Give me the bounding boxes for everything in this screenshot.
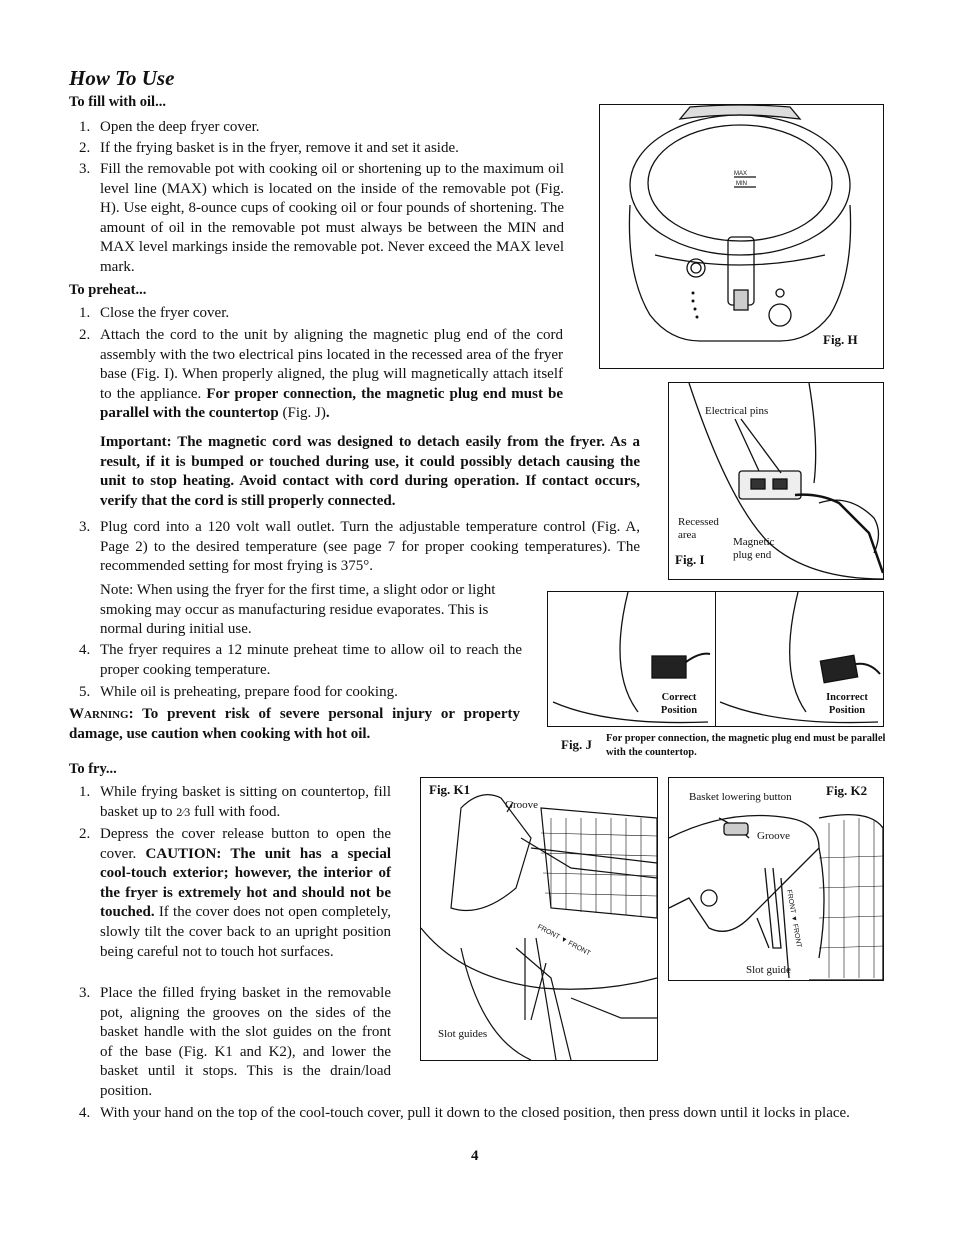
basket-handle-illustration: [669, 778, 883, 980]
k2-front-mark: FRONT ▼ FRONT: [785, 889, 803, 949]
preheat-step-2: 2. Attach the cord to the unit by aligning the magnetic plug end of the cord assembly with the two electrical pins located in the recessed area of the fryer base (Fig. I). When properly aligned, the plug will magnetically attach itself to the appliance. For proper connection, the magnetic plug end must be parallel with the countertop (Fig. J).: [79, 327, 563, 422]
figure-i: [668, 382, 884, 580]
page-title: How To Use: [69, 66, 175, 90]
max-mark: MAX: [734, 171, 748, 177]
fig-j-label: Fig. J: [561, 737, 593, 752]
fig-j-caption: For proper connection, the magnetic plug end must be parallel with the countertop.: [606, 733, 886, 758]
correct-position-label: Correct Position: [660, 692, 698, 716]
fig-k1-label: Fig. K1: [429, 782, 471, 797]
page-number: 4: [471, 1148, 479, 1164]
manual-page: How To Use To fill with oil... 1. Open the deep fryer cover. 2. If the frying basket is in the fryer, remove it and set it aside. 3. Fill the removable pot with cooking oil or shortening up to the maximum oil level line (MAX) which is located on the inside of the removable pot (Fig. H). Use eight, 8-ounce cups of cooking oil or four pounds of shortening. The amount of oil in the removable pot must always be between the MIN and MAX level markings inside the removable pot. Never exceed the MAX level mark. To preheat... 1. Close the fryer cover. 2. Attach the cord to the unit by aligning the magnetic plug end of the cord assembly with the two electrical pins located in the recessed area of the fryer base (Fig. I). When properly aligned, the plug will magnetically attach itself to the appliance. For proper connection, the magnetic plug end must be parallel with the countertop (Fig. J). Important: The magnetic cord was designed to detach easily from the fryer. As a result, if it is bumped or touched during use, it could possibly detach causing the unit to stop heating. Avoid contact with cord during operation. If contact occurs, verify that the cord is still properly connected. 3. Plug cord into a 120 volt wall outlet. Turn the adjustable temperature control (Fig. A, Page 2) to the desired temperature (see page 7 for proper cooking temperatures). The recommended setting for most frying is 375°. Note: When using the fryer for the first time, a slight odor or light smoking may occur as manufacturing residue evaporates. This is normal during initial use. 4. The fryer requires a 12 minute preheat time to allow oil to reach the proper cooking temperature. 5. While oil is preheating, prepare food for cooking. Warning: To prevent risk of severe personal injury or property damage, use caution when cooking with hot oil. To fry... 1. While frying basket is sitting on countertop, fill basket up to 2⁄3 full with food. 2. Depress the cover release button to open the cover. CAUTION: The unit has a special cool-touch exterior; however, the interior of the fryer is extremely hot and should not be touched. If the cover does not open completely, slowly tilt the cover back to an upright position being careful not to touch hot surfaces. 3. Place the filled frying basket in the removable pot, aligning the grooves on the sides of the basket handle with the slot guides on the front of the base (Fig. K1 and K2), and lower the basket until it stops. This is the drain/load position. 4. With your hand on the top of the cool-touch cover, pull it down to the closed position, then press down until it locks in place. 4 MAX MIN Fig. H Electrical pins Recessed area Magnetic plug end Fig. I Correct Position Incorrect Position Fig. J For proper connection, the magnetic plug end must be parallel with the countertop. FRONT ▼ FRONT Fig. K1 Groove Slot guides FRONT ▼ FRONT Basket lowering button Fig. K2 Groove Slot guide: [0, 0, 954, 1235]
incorrect-position-label: Incorrect Position: [826, 692, 868, 716]
fill-heading: To fill with oil...: [69, 94, 166, 110]
figure-h: [599, 104, 884, 369]
k1-slot-guides-label: Slot guides: [438, 1028, 488, 1040]
k1-front-mark: FRONT ▼ FRONT: [536, 923, 592, 958]
fryer-top-illustration: [600, 105, 883, 368]
magnetic-plug-label: Magnetic plug end: [733, 536, 775, 561]
min-mark: MIN: [736, 181, 747, 187]
basket-lowering-button-label: Basket lowering button: [689, 791, 792, 803]
fig-k2-label: Fig. K2: [826, 783, 868, 798]
fry-heading: To fry...: [69, 761, 117, 777]
basket-insert-illustration: [421, 778, 657, 1060]
k2-slot-guide-label: Slot guide: [746, 964, 791, 976]
fig-i-label: Fig. I: [675, 552, 705, 567]
warning-text: Warning: To prevent risk of severe personal injury or property damage, use caution when cooking with hot oil.: [69, 706, 520, 742]
figure-k2: [668, 777, 884, 981]
preheat-heading: To preheat...: [69, 282, 147, 298]
k1-groove-label: Groove: [505, 799, 538, 811]
k2-groove-label: Groove: [757, 830, 790, 842]
important-note: Important: The magnetic cord was designed to detach easily from the fryer. As a result, if it is bumped or touched during use, it could possibly detach causing the unit to stop heating. Avoid contact with cord during operation. If contact occurs, verify that the cord is still properly connected.: [100, 434, 640, 509]
first-use-note: Note: When using the fryer for the first time, a slight odor or light smoking may occur as manufacturing residue evaporates. This is normal during initial use.: [100, 582, 496, 638]
recessed-area-label: Recessed area: [678, 516, 719, 541]
figure-k1: [420, 777, 658, 1061]
figure-j: [547, 591, 884, 727]
electrical-pins-label: Electrical pins: [705, 405, 769, 417]
fig-h-label: Fig. H: [823, 332, 858, 347]
